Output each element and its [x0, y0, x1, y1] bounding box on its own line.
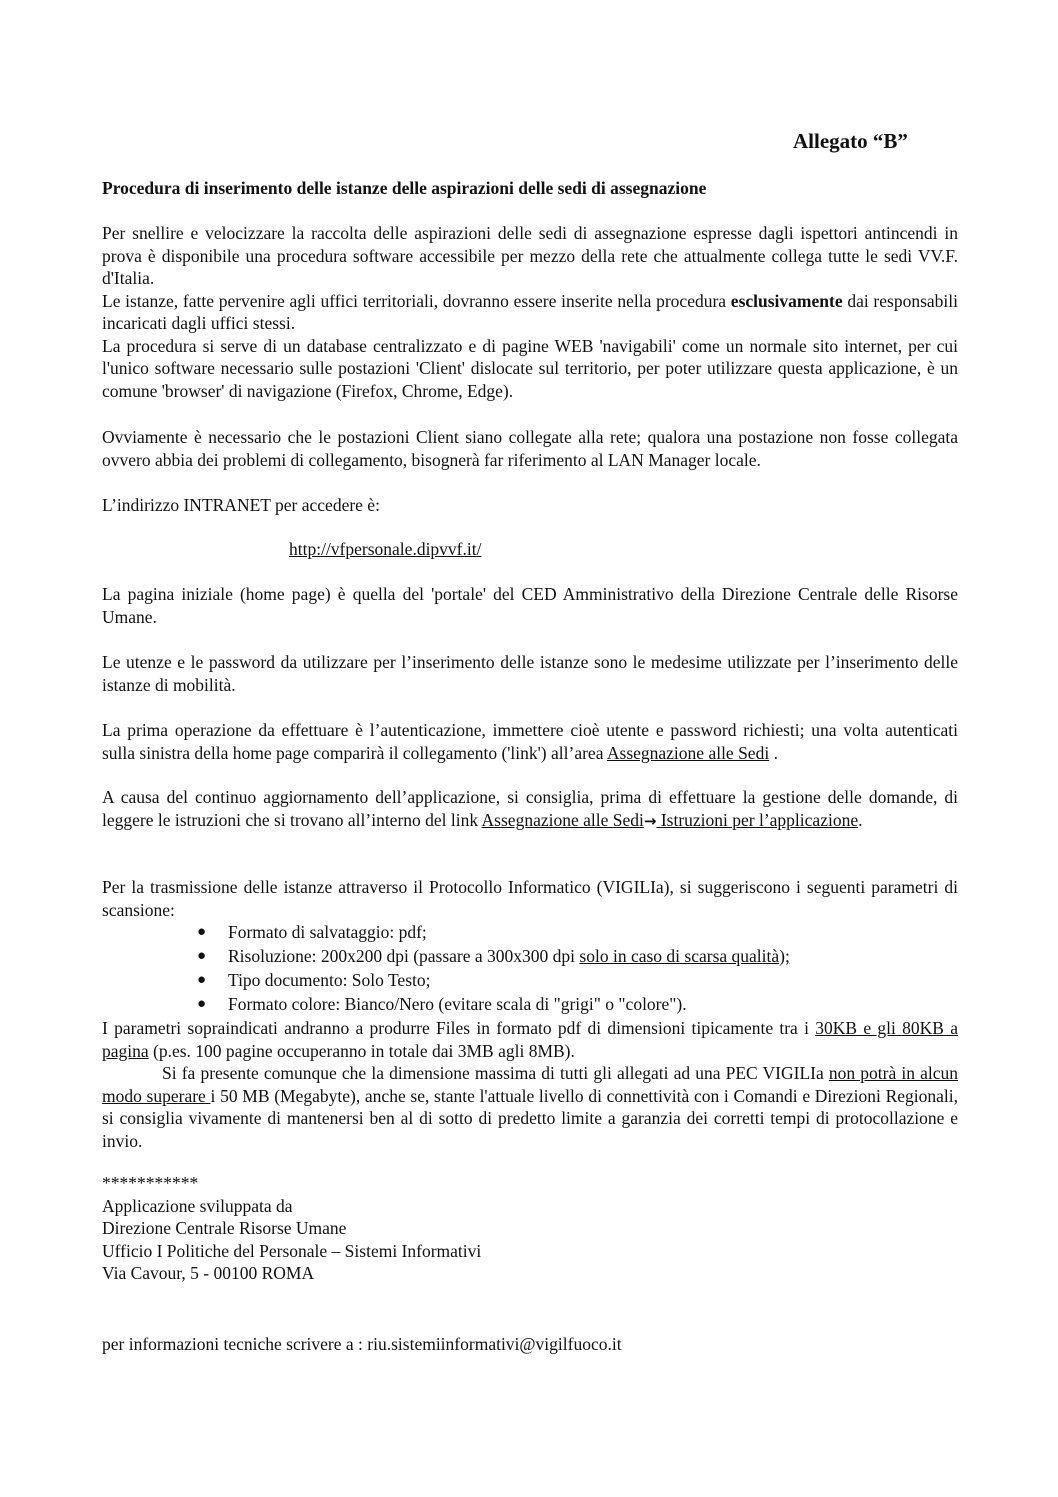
- intro-paragraph-2: Le istanze, fatte pervenire agli uffici territoriali, dovranno essere inserite nella procedura esclusivamente dai responsabili incaricati dagli uffici stessi.: [102, 290, 959, 333]
- credentials-paragraph: Le utenze e le password da utilizzare per l’inserimento delle istanze sono le medesime utilizzate per l’inserimento delle istanze di mobilità.: [102, 652, 958, 695]
- list-item: ● Tipo documento: Solo Testo;: [197, 970, 431, 990]
- bullet-icon: ●: [197, 948, 207, 964]
- list-item: ● Formato di salvataggio: pdf;: [197, 922, 427, 942]
- footer-line: Via Cavour, 5 - 00100 ROMA: [102, 1263, 315, 1283]
- bullet-icon: ●: [197, 972, 207, 988]
- footer-stars: ***********: [102, 1173, 199, 1193]
- contact-line: per informazioni tecniche scrivere a : riu.sistemiinformativi@vigilfuoco.it: [102, 1334, 622, 1354]
- footer-line: Ufficio I Politiche del Personale – Sistemi Informativi: [102, 1240, 482, 1261]
- intro-paragraph-3: La procedura si serve di un database centralizzato e di pagine WEB 'navigabili' come un normale sito internet, per cui l'unico software necessario sulle postazioni 'Client' dislocate sul territorio, per poter utilizzare questa applicazione, è un comune 'browser' di navigazione (Firefox, Chrome, Edge).: [102, 335, 958, 401]
- files-paragraph: I parametri sopraindicati andranno a produrre Files in formato pdf di dimensioni tipicamente tra i 30KB e gli 80KB a pagina (p.es. 100 pagine occuperanno in totale dai 3MB agli 8MB).: [102, 1018, 958, 1061]
- bullet-icon: ●: [197, 996, 207, 1012]
- list-item: ● Risoluzione: 200x200 dpi (passare a 300x300 dpi solo in caso di scarsa qualità);: [197, 946, 790, 966]
- document-title: Procedura di inserimento delle istanze delle aspirazioni delle sedi di assegnazione: [102, 178, 707, 198]
- bullet-icon: ●: [197, 924, 207, 940]
- intranet-url-link[interactable]: http://vfpersonale.dipvvf.it/: [289, 539, 482, 559]
- auth-paragraph: La prima operazione da effettuare è l’autenticazione, immettere cioè utente e password richiesti; una volta autenticati sulla sinistra della home page comparirà il collegamento ('link') all’area Assegnazione alle Sedi .: [102, 720, 958, 763]
- istruzioni-link[interactable]: Istruzioni per l’applicazione: [656, 809, 859, 830]
- intro-section: [102, 222, 958, 402]
- annex-label: Allegato “B”: [793, 129, 908, 153]
- scan-section: [102, 876, 958, 1152]
- scan-intro: Per la trasmissione delle istanze attraverso il Protocollo Informatico (VIGILIa), si suggeriscono i seguenti parametri di scansione:: [102, 877, 958, 920]
- footer-line: Direzione Centrale Risorse Umane: [102, 1218, 347, 1238]
- emphasis-exclusively: esclusivamente: [730, 290, 843, 311]
- update-paragraph: A causa del continuo aggiornamento dell’applicazione, si consiglia, prima di effettuare la gestione delle domande, di leggere le istruzioni che si trovano all’interno del link Assegnazione alle Sedi→ Istruzioni per l’applicazione.: [102, 787, 958, 830]
- footer-section: [102, 1172, 958, 1285]
- assegnazione-sedi-link-2[interactable]: Assegnazione alle Sedi: [481, 809, 644, 830]
- assegnazione-sedi-link[interactable]: Assegnazione alle Sedi: [606, 742, 770, 763]
- scan-parameters-list: [102, 921, 958, 1017]
- home-paragraph: La pagina iniziale (home page) è quella del 'portale' del CED Amministrativo della Direzione Centrale delle Risorse Umane.: [102, 584, 958, 627]
- arrow-right-icon: →: [643, 811, 657, 830]
- client-paragraph: Ovviamente è necessario che le postazioni Client siano collegate alla rete; qualora una postazione non fosse collegata ovvero abbia dei problemi di collegamento, bisognerà far riferimento al LAN Manager locale.: [102, 427, 958, 470]
- intranet-label: L’indirizzo INTRANET per accedere è:: [102, 495, 380, 515]
- list-item: ● Formato colore: Bianco/Nero (evitare scala di "grigi" o "colore").: [197, 994, 687, 1014]
- intro-paragraph-1: Per snellire e velocizzare la raccolta delle aspirazioni delle sedi di assegnazione espresse dagli ispettori antincendi in prova è disponibile una procedura software accessibile per mezzo della rete che attualmente collega tutte le sedi VV.F. d'Italia.: [102, 223, 958, 288]
- pec-paragraph: Si fa presente comunque che la dimensione massima di tutti gli allegati ad una PEC VIGILIa non potrà in alcun modo superare i 50 MB (Megabyte), anche se, stante l'attuale livello di connettività con i Comandi e Direzioni Regionali, si consiglia vivamente di mantenersi ben al di sotto di predetto limite a garanzia dei corretti tempi di protocollazione e invio.: [102, 1063, 958, 1151]
- footer-line: Applicazione sviluppata da: [102, 1195, 293, 1216]
